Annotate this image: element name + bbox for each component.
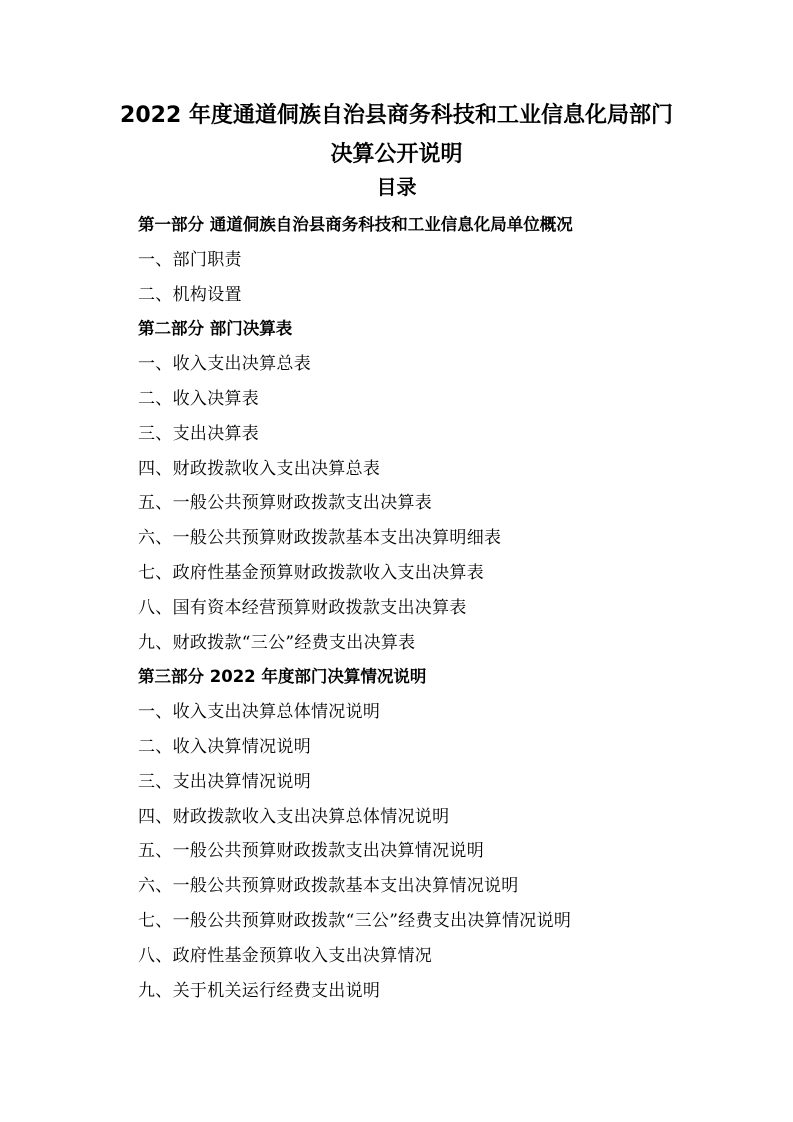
toc-part1-item-structure: 二、机构设置 [138,284,242,305]
toc-part2-item: 八、国有资本经营预算财政拨款支出决算表 [138,597,467,618]
toc-heading: 目录 [376,175,417,199]
table-of-contents [138,208,738,1008]
toc-part3-item: 五、一般公共预算财政拨款支出决算情况说明 [138,841,484,862]
toc-part3-item: 三、支出决算情况说明 [138,771,311,792]
toc-part2-item: 四、财政拨款收入支出决算总表 [138,458,381,479]
toc-part2-title: 第二部分 部门决算表 [138,319,293,339]
toc-part2-item: 九、财政拨款“三公”经费支出决算表 [138,632,416,653]
document-title-line1: 2022 年度通道侗族自治县商务科技和工业信息化局部门 [120,103,673,128]
toc-part2-item: 六、一般公共预算财政拨款基本支出决算明细表 [138,528,502,549]
toc-part3-title: 第三部分 2022 年度部门决算情况说明 [138,667,427,687]
toc-part2-item: 七、政府性基金预算财政拨款收入支出决算表 [138,562,484,583]
toc-part3-item: 九、关于机关运行经费支出说明 [138,980,381,1001]
toc-part1-title: 第一部分 通道侗族自治县商务科技和工业信息化局单位概况 [138,215,573,234]
toc-part1-item-duties: 一、部门职责 [138,249,242,270]
toc-part3-item: 二、收入决算情况说明 [138,736,311,757]
toc-part3-item: 一、收入支出决算总体情况说明 [138,702,381,723]
toc-part3-item: 六、一般公共预算财政拨款基本支出决算情况说明 [138,876,519,897]
toc-part2-item: 一、收入支出决算总表 [138,354,311,375]
toc-part3-item: 四、财政拨款收入支出决算总体情况说明 [138,806,450,827]
toc-part2-item: 二、收入决算表 [138,388,260,409]
toc-part2-item: 五、一般公共预算财政拨款支出决算表 [138,493,433,514]
toc-part3-item: 八、政府性基金预算收入支出决算情况 [138,945,433,966]
toc-part2-item: 三、支出决算表 [138,423,260,444]
document-title-line2: 决算公开说明 [330,142,463,167]
toc-part3-item: 七、一般公共预算财政拨款“三公”经费支出决算情况说明 [138,910,572,931]
